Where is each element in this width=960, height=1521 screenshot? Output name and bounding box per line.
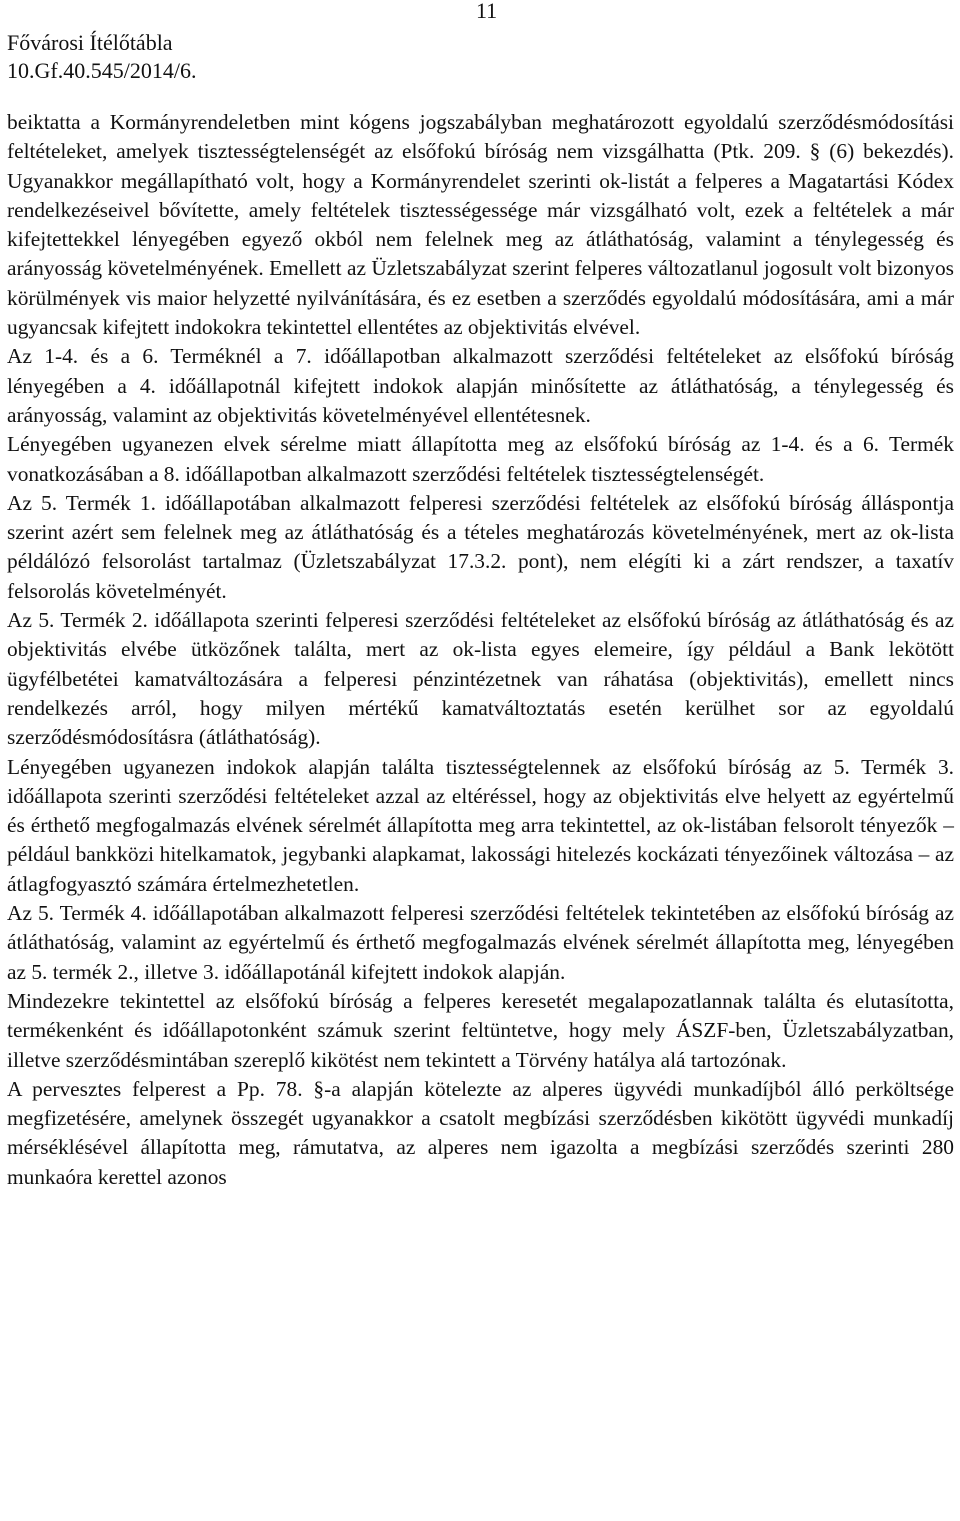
paragraph: Mindezekre tekintettel az elsőfokú bíróság a felperes keresetét megalapozatlannak találta és elutasította, termékenként és időállapotonként számuk szerint feltüntetve, hogy mely ÁSZF-ben, Üzletszabályzatban, illetve szerződésmintában szereplő kikötést nem tekintett a Törvény hatálya alá tartozónak. bbox=[7, 988, 954, 1072]
paragraph: Az 5. Termék 1. időállapotában alkalmazott felperesi szerződési feltételek az elsőfokú bíróság álláspontja szerint azért sem felelnek meg az átláthatóság és a tételes meghatározás követelményének, mert az ok-lista példálózó felsorolást tartalmaz (Üzletszabályzat 17.3.2. pont), nem elégíti ki a zárt rendszer, a taxatív felsorolás követelményét. bbox=[7, 490, 954, 603]
court-name: Fővárosi Ítélőtábla bbox=[7, 30, 173, 55]
paragraph: Lényegében ugyanezen elvek sérelme miatt állapította meg az elsőfokú bíróság az 1-4. és a 6. Termék vonatkozásában a 8. időállapotban alkalmazott szerződési feltételek tisztességtelenségét. bbox=[7, 432, 954, 486]
paragraph: Az 5. Termék 4. időállapotában alkalmazott felperesi szerződési feltételek tekintetében az elsőfokú bíróság az átláthatóság, valamint az egyértelmű és érthető megfogalmazás elvének sérelmét állapította meg, lényegében az 5. termék 2., illetve 3. időállapotánál kifejtett indokok alapján. bbox=[7, 901, 954, 984]
paragraph: A pervesztes felperest a Pp. 78. §-a alapján kötelezte az alperes ügyvédi munkadíjból álló perköltsége megfizetésére, amelynek összegét ugyanakkor a csatolt megbízási szerződésben kikötött ügyvédi munkadíj mérséklésével állapította meg, rámutatva, az alperes nem igazolta a megbízási szerződés szerinti 280 munkaóra kerettel azonos bbox=[7, 1076, 954, 1189]
document-body bbox=[7, 108, 954, 1192]
paragraph: Az 1-4. és a 6. Terméknél a 7. időállapotban alkalmazott szerződési feltételeket az elsőfokú bíróság lényegében a 4. időállapotnál kifejtett indokok alapján minősítette az átláthatóság, a ténylegesség és arányosság, valamint az objektivitás követelményével ellentétesnek. bbox=[7, 344, 954, 427]
page-number: 11 bbox=[476, 0, 498, 23]
page-header bbox=[7, 0, 954, 108]
paragraph: beiktatta a Kormányrendeletben mint kógens jogszabályban meghatározott egyoldalú szerződésmódosítási feltételeket, amelyek tisztességtelenségét az elsőfokú bíróság nem vizsgálhatta (Ptk. 209. § (6) bekezdés). Ugyanakkor megállapítható volt, hogy a Kormányrendelet szerinti ok-listát a felperes a Magatartási Kódex rendelkezéseivel bővítette, amely feltételek tisztességessége már vizsgálható volt, ezek a feltételek a már kifejtettekkel lényegében egyező okból nem felelnek meg az átláthatóság, valamint a ténylegesség és arányosság követelményének. Emellett az Üzletszabályzat szerint felperes változatlanul jogosult volt bizonyos körülmények vis maior helyzetté nyilvánítására, és ez esetben a szerződés egyoldalú módosítására, ami a már ugyancsak kifejtett indokokra tekintettel ellentétes az objektivitás elvével. bbox=[7, 110, 954, 340]
paragraph: Az 5. Termék 2. időállapota szerinti felperesi szerződési feltételeket az elsőfokú bíróság az átláthatóság és az objektivitás elvébe ütközőnek találta, mert az ok-lista egyes elemeire, így például a Bank lekötött ügyfélbetétei kamatváltozására a felperesi pénzintézetnek van ráhatása (objektivitás), emellett nincs rendelkezés arról, hogy milyen mértékű kamatváltoztatás esetén kerülhet sor az egyoldalú szerződésmódosításra (átláthatóság). bbox=[7, 608, 954, 750]
case-number: 10.Gf.40.545/2014/6. bbox=[7, 58, 197, 83]
paragraph: Lényegében ugyanezen indokok alapján találta tisztességtelennek az elsőfokú bíróság az 5. Termék 3. időállapota szerinti szerződési feltételeket azzal az eltéréssel, hogy az objektivitás elve helyett az egyértelmű és érthető megfogalmazás elvének sérelmét állapította meg arra tekintettel, az ok-listában felsorolt tényezők – például bankközi hitelkamatok, jegybanki alapkamat, lakossági hitelezés kockázati tényezőinek változása – az átlagfogyasztó számára értelmezhetetlen. bbox=[7, 754, 954, 896]
